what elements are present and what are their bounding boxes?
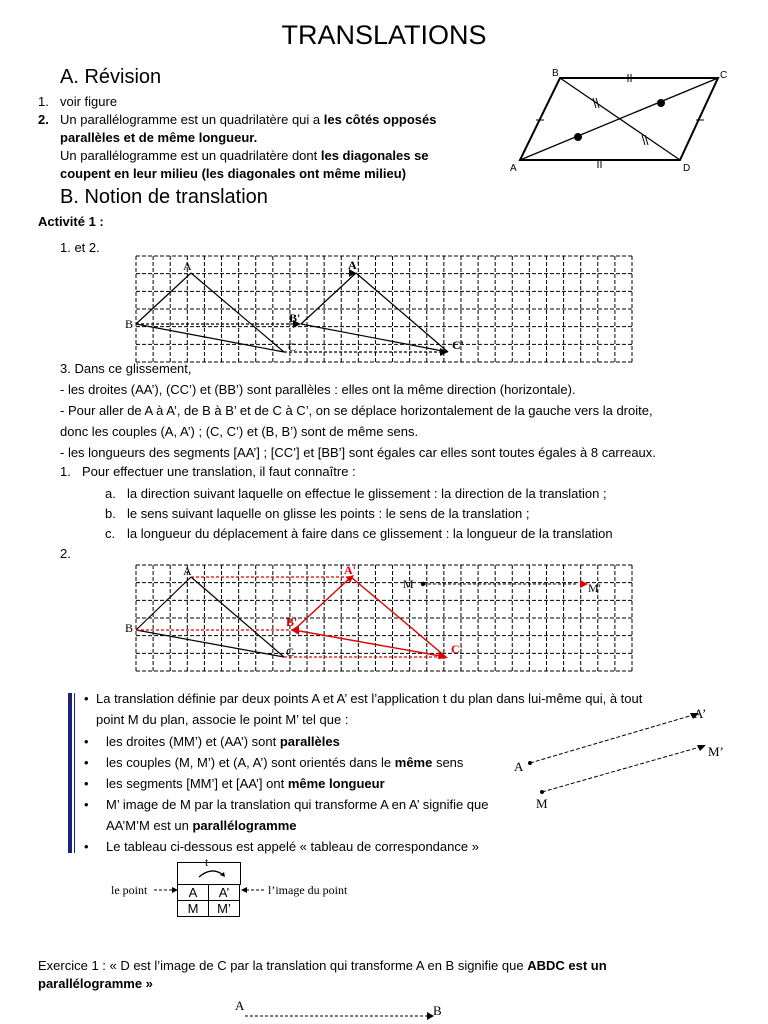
property-orientation: • les couples (M, M’) et (A, A’) sont orientés dans le même sens: [84, 755, 464, 770]
length-tick-marks: [536, 74, 704, 168]
exercise-figure: [230, 996, 450, 1024]
point-label-a-prime: A': [344, 563, 356, 577]
definition-line-1: • La translation définie par deux points A et A’ est l’application t du plan dans lui-même qui, à tout: [84, 691, 643, 706]
point-label-c: C: [286, 645, 295, 659]
point-label-a: A: [183, 564, 192, 578]
point-label-c-prime: C': [452, 338, 464, 352]
table-row: [178, 885, 240, 901]
table-cell: A’: [209, 885, 240, 901]
requirement-b: b. le sens suivant laquelle on glisse les points : le sens de la translation ;: [105, 506, 530, 521]
paragraph-sense-2: donc les couples (A, A’) ; (C, C’) et (B, B’) sont de même sens.: [60, 424, 419, 439]
point-label-a-prime: A’: [694, 706, 707, 721]
right-annotation-arrow: [240, 885, 266, 895]
vector-figure: [510, 700, 740, 815]
definition-bar-thin: [74, 693, 75, 853]
point-label-b: B: [125, 621, 134, 635]
image-triangle: [294, 577, 446, 657]
diagonal-ac: [520, 78, 718, 160]
property-parallelogram: • M’ image de M par la translation qui transforme A en A’ signifie que: [84, 797, 489, 812]
table-cell: A: [178, 885, 209, 901]
table-cell: M’: [209, 901, 240, 917]
page-title: TRANSLATIONS: [281, 20, 487, 50]
point-label-m: M: [403, 577, 414, 591]
vertex-label-b: B: [552, 68, 559, 79]
point-label-a: A: [235, 998, 245, 1013]
point-label-c: C: [288, 340, 297, 354]
point-a-dot: [528, 761, 532, 765]
point-label-a-prime: A': [348, 258, 360, 272]
revision-item-2: 2. Un parallélogramme est un quadrilatère qui a les côtés opposés: [38, 112, 437, 127]
point-label-m: M: [536, 796, 548, 811]
translation-t-label: t: [205, 855, 209, 869]
original-triangle: [136, 577, 284, 657]
requirements-intro: 1. Pour effectuer une translation, il faut connaître :: [60, 464, 356, 479]
translation-grid-1: [125, 256, 632, 362]
right-annotation: l’image du point: [268, 883, 348, 897]
vector-aa: [530, 715, 693, 763]
grid-lines: [136, 256, 632, 362]
definition-line-2: point M du plan, associe le point M’ tel que :: [96, 712, 349, 727]
property-parallelogram-line2: AA’M’M est un parallélogramme: [106, 818, 297, 833]
table-row: [178, 901, 240, 917]
revision-item-1: 1. voir figure: [38, 94, 118, 109]
table-header-cell: [177, 862, 241, 885]
point-label-b: B: [125, 317, 134, 331]
left-annotation: le point: [111, 883, 148, 897]
paragraph-direction: - les droites (AA’), (CC’) et (BB’) sont parallèles : elles ont la même direction (horizontale).: [60, 382, 576, 397]
requirement-a: a. la direction suivant laquelle on effectue le glissement : la direction de la translation ;: [105, 486, 607, 501]
point-label-a: A: [183, 259, 192, 273]
point-label-b: B: [433, 1003, 442, 1018]
paragraph-length: - les longueurs des segments [AA’] ; [CC’] et [BB’] sont égales car elles sont toutes égales à 8 carreaux.: [60, 445, 656, 460]
paragraph-3: 3. Dans ce glissement,: [60, 361, 192, 376]
definition-bar: [68, 693, 72, 853]
activity-label: Activité 1 :: [38, 214, 104, 229]
point-label-m-prime: M': [588, 581, 601, 595]
revision-item-2-line2: parallèles et de même longueur.: [60, 130, 258, 145]
translation-grid-2: [125, 563, 632, 671]
paragraph-sense: - Pour aller de A à A’, de B à B’ et de C à C’, on se déplace horizontalement de la gauche vers la droite,: [60, 403, 653, 418]
vertex-label-c: C: [720, 70, 728, 81]
requirement-c: c. la longueur du déplacement à faire dans ce glissement : la longueur de la translation: [105, 526, 613, 541]
translated-triangle: [301, 273, 448, 352]
point-label-m-prime: M’: [708, 744, 724, 759]
vertex-label-d: D: [683, 163, 691, 174]
diagonal-mark-dot: [574, 133, 582, 141]
parallelogram-figure: [500, 64, 740, 179]
exercise-1-line-1: Exercice 1 : « D est l’image de C par la translation qui transforme A en B signifie que ABDC est un: [38, 958, 607, 973]
grid-lines: [136, 565, 632, 671]
item-2: 2.: [60, 546, 71, 561]
arrow-head-m: [580, 580, 588, 588]
vertex-label-a: A: [510, 163, 517, 174]
vector-mm: [542, 747, 700, 792]
property-length: • les segments [MM’] et [AA’] ont même longueur: [84, 776, 385, 791]
revision-item-2-line4: coupent en leur milieu (les diagonales ont même milieu): [60, 166, 407, 181]
original-triangle: [136, 273, 284, 352]
section-a-heading: A. Révision: [60, 66, 162, 88]
property-parallel: • les droites (MM’) et (AA’) sont parallèles: [84, 734, 340, 749]
correspondence-intro: • Le tableau ci-dessous est appelé « tableau de correspondance »: [84, 839, 479, 854]
arrow-head-m: [697, 745, 706, 751]
point-label-b-prime: B': [286, 615, 298, 629]
point-label-a: A: [514, 759, 524, 774]
point-m-dot: [421, 582, 425, 586]
exercise-1-line-2: parallélogramme »: [38, 976, 153, 991]
point-m-dot: [540, 790, 544, 794]
correspondence-table: [177, 884, 240, 917]
diagonal-mark-dot: [657, 99, 665, 107]
table-cell: M: [178, 901, 209, 917]
left-annotation-arrow: [154, 885, 180, 895]
section-b-heading: B. Notion de translation: [60, 186, 268, 208]
point-label-c-prime: C': [451, 642, 463, 656]
arrow-head-c: [438, 651, 448, 659]
revision-item-2-line3: Un parallélogramme est un quadrilatère dont les diagonales se: [60, 148, 429, 163]
items-1-and-2: 1. et 2.: [60, 240, 100, 255]
point-label-b-prime: B': [289, 311, 301, 325]
